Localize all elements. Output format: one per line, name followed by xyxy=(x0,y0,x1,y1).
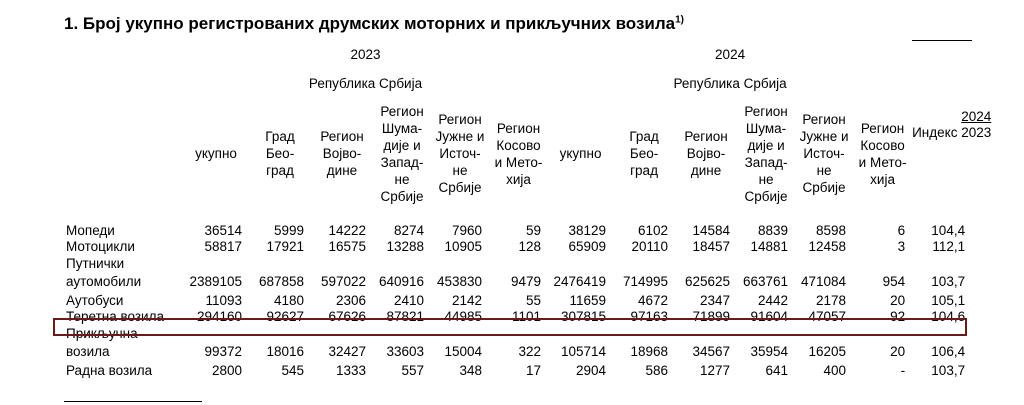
cell-v2023-2: 14222 xyxy=(328,222,366,238)
cell-v2024-0: 11659 xyxy=(569,292,607,308)
cell-v2023-5: 17 xyxy=(526,362,542,378)
cell-v2023-0: 2800 xyxy=(211,362,242,378)
cell-v2024-3: 35954 xyxy=(750,343,789,359)
col-kosovo-2024: Регион Косово и Мето- хија xyxy=(858,120,907,187)
cell-v2024-1: 586 xyxy=(645,362,669,378)
cell-v2024-1: 4672 xyxy=(638,292,669,308)
cell-v2023-2: 1333 xyxy=(335,362,366,378)
cell-v2024-0: 307815 xyxy=(560,308,607,324)
cell-v2024-0: 2476419 xyxy=(553,273,607,289)
cell-v2023-0: 99372 xyxy=(204,343,242,359)
cell-v2023-5: 128 xyxy=(518,238,542,254)
table-row xyxy=(64,223,972,239)
cell-v2024-2: 18457 xyxy=(692,238,731,254)
row-label: Мотоцикли xyxy=(66,238,135,254)
cell-v2023-0: 2389105 xyxy=(189,273,242,289)
cell-v2023-4: 15004 xyxy=(444,343,482,359)
cell-v2023-1: 18016 xyxy=(266,343,304,359)
cell-v2024-4: 400 xyxy=(823,362,847,378)
table-row xyxy=(64,239,972,255)
row-label: Путнички аутомобили xyxy=(66,255,142,289)
col-total-2023: укупно xyxy=(195,146,237,161)
cell-v2023-3: 33603 xyxy=(386,343,424,359)
cell-v2024-0: 65909 xyxy=(568,238,607,254)
cell-v2024-1: 20110 xyxy=(631,238,669,254)
row-label: Прикључна возила xyxy=(66,325,138,359)
col-belgrade-2024: Град Бео- град xyxy=(629,129,659,178)
col-belgrade-2023: Град Бео- град xyxy=(265,129,295,178)
cell-index: 105,1 xyxy=(931,292,966,308)
cell-v2023-5: 322 xyxy=(518,343,542,359)
cell-v2023-4: 2142 xyxy=(451,292,482,308)
col-kosovo-2023: Регион Косово и Мето- хија xyxy=(494,120,543,187)
cell-v2023-2: 67626 xyxy=(328,308,366,324)
title-footnote-marker: 1) xyxy=(675,14,685,26)
cell-v2024-4: 16205 xyxy=(808,343,847,359)
cell-v2023-1: 17921 xyxy=(266,238,304,254)
col-vojvodina-2024: Регион Војво- дине xyxy=(684,129,728,178)
cell-v2023-5: 55 xyxy=(526,292,542,308)
cell-v2023-4: 10905 xyxy=(444,238,482,254)
cell-v2023-2: 32427 xyxy=(328,343,366,359)
cell-v2023-4: 453830 xyxy=(436,273,482,289)
cell-v2024-3: 8839 xyxy=(758,222,789,238)
cell-v2023-0: 36514 xyxy=(204,222,242,238)
cell-index: 103,7 xyxy=(931,273,966,289)
cell-v2023-5: 1101 xyxy=(512,308,542,324)
cell-v2024-5: - xyxy=(900,362,906,378)
cell-v2024-2: 1277 xyxy=(700,362,731,378)
region-group-2023: Република Србија xyxy=(308,76,423,91)
footnote-rule xyxy=(64,401,202,402)
cell-v2024-1: 714995 xyxy=(622,273,669,289)
cell-v2024-5: 20 xyxy=(890,292,906,308)
cell-v2023-3: 557 xyxy=(401,362,424,378)
cell-v2024-5: 3 xyxy=(897,238,906,254)
cell-v2024-4: 2178 xyxy=(816,292,847,308)
cell-v2024-1: 18968 xyxy=(630,343,669,359)
cell-v2024-4: 47057 xyxy=(808,308,847,324)
cell-v2024-3: 641 xyxy=(765,362,789,378)
table-row xyxy=(64,293,972,309)
cell-v2023-4: 7960 xyxy=(451,222,482,238)
cell-v2024-5: 92 xyxy=(890,308,906,324)
col-sumadija-2024: Регион Шума- дије и Запад- не Србије xyxy=(744,103,788,204)
cell-v2024-4: 8598 xyxy=(816,222,847,238)
cell-index: 112,1 xyxy=(932,238,966,254)
cell-v2024-1: 6102 xyxy=(638,222,669,238)
region-header-row xyxy=(64,69,972,99)
cell-v2024-2: 2347 xyxy=(700,292,731,308)
cell-v2023-2: 2306 xyxy=(335,292,366,308)
highlight-box xyxy=(53,318,967,336)
cell-index: 104,4 xyxy=(931,222,966,238)
cell-v2024-4: 471084 xyxy=(800,273,847,289)
cell-v2023-5: 59 xyxy=(526,222,542,238)
cell-v2023-1: 5999 xyxy=(273,222,304,238)
row-label: Мопеди xyxy=(66,222,115,238)
cell-v2023-5: 9479 xyxy=(511,273,542,289)
cell-v2024-3: 663761 xyxy=(742,273,789,289)
row-label: Радна возила xyxy=(66,362,153,378)
cell-v2023-3: 13288 xyxy=(386,238,424,254)
cell-v2024-3: 2442 xyxy=(758,292,789,308)
cell-index: 103,7 xyxy=(931,362,966,378)
cell-v2023-3: 2410 xyxy=(393,292,424,308)
cell-v2024-1: 97163 xyxy=(630,308,669,324)
cell-v2024-2: 34567 xyxy=(692,343,731,359)
col-total-2024: укупно xyxy=(559,146,602,161)
cell-v2024-0: 105714 xyxy=(560,343,607,359)
table-title: 1. Број укупно регистрованих друмских моторних и прикључних возила$^{1)}$ xyxy=(64,14,685,33)
index-header: Индекс $\frac{2024}{2023}$ xyxy=(912,41,972,209)
table-row xyxy=(64,255,972,293)
cell-v2023-3: 87821 xyxy=(386,308,424,324)
table-row xyxy=(64,363,972,379)
cell-v2023-4: 348 xyxy=(459,362,482,378)
cell-v2023-2: 597022 xyxy=(320,273,366,289)
cell-index: 104,6 xyxy=(931,308,966,324)
cell-v2024-0: 2904 xyxy=(576,362,607,378)
cell-v2024-2: 625625 xyxy=(684,273,731,289)
cell-v2024-4: 12458 xyxy=(808,238,847,254)
col-south-east-2023: Регион Јужне и Источ- не Србије xyxy=(435,112,485,195)
col-vojvodina-2023: Регион Војво- дине xyxy=(320,129,364,178)
cell-v2023-0: 11093 xyxy=(205,292,242,308)
row-label: Теретна возила xyxy=(66,308,164,324)
col-sumadija-2023: Регион Шума- дије и Запад- не Србије xyxy=(380,103,424,204)
cell-v2023-1: 687858 xyxy=(258,273,304,289)
cell-v2024-0: 38129 xyxy=(568,222,607,238)
cell-index: 106,4 xyxy=(931,343,966,359)
cell-v2024-3: 14881 xyxy=(750,238,789,254)
cell-v2024-5: 20 xyxy=(890,343,906,359)
cell-v2023-3: 8274 xyxy=(393,222,424,238)
col-south-east-2024: Регион Јужне и Источ- не Србије xyxy=(799,112,849,195)
region-group-2024: Република Србија xyxy=(673,76,787,91)
cell-v2024-5: 6 xyxy=(897,222,906,238)
cell-v2024-2: 71899 xyxy=(692,308,731,324)
row-label: Аутобуси xyxy=(66,292,124,308)
cell-v2023-0: 294160 xyxy=(196,308,242,324)
year-header-2024: 2024 xyxy=(715,47,746,62)
cell-v2023-1: 4180 xyxy=(273,292,304,308)
cell-v2023-1: 545 xyxy=(281,362,304,378)
cell-v2024-2: 14584 xyxy=(692,222,731,238)
year-header-2023: 2023 xyxy=(350,47,381,62)
cell-v2023-1: 92627 xyxy=(266,308,304,324)
cell-v2023-2: 16575 xyxy=(328,238,366,254)
cell-v2023-3: 640916 xyxy=(378,273,424,289)
cell-v2024-5: 954 xyxy=(882,273,906,289)
cell-v2024-3: 91604 xyxy=(750,308,789,324)
year-header-row xyxy=(64,41,972,69)
index-fraction: $\frac{2024}{2023}$ xyxy=(961,108,992,140)
column-header-row xyxy=(64,99,972,209)
cell-v2023-0: 58817 xyxy=(204,238,242,254)
cell-v2023-4: 44985 xyxy=(444,308,482,324)
